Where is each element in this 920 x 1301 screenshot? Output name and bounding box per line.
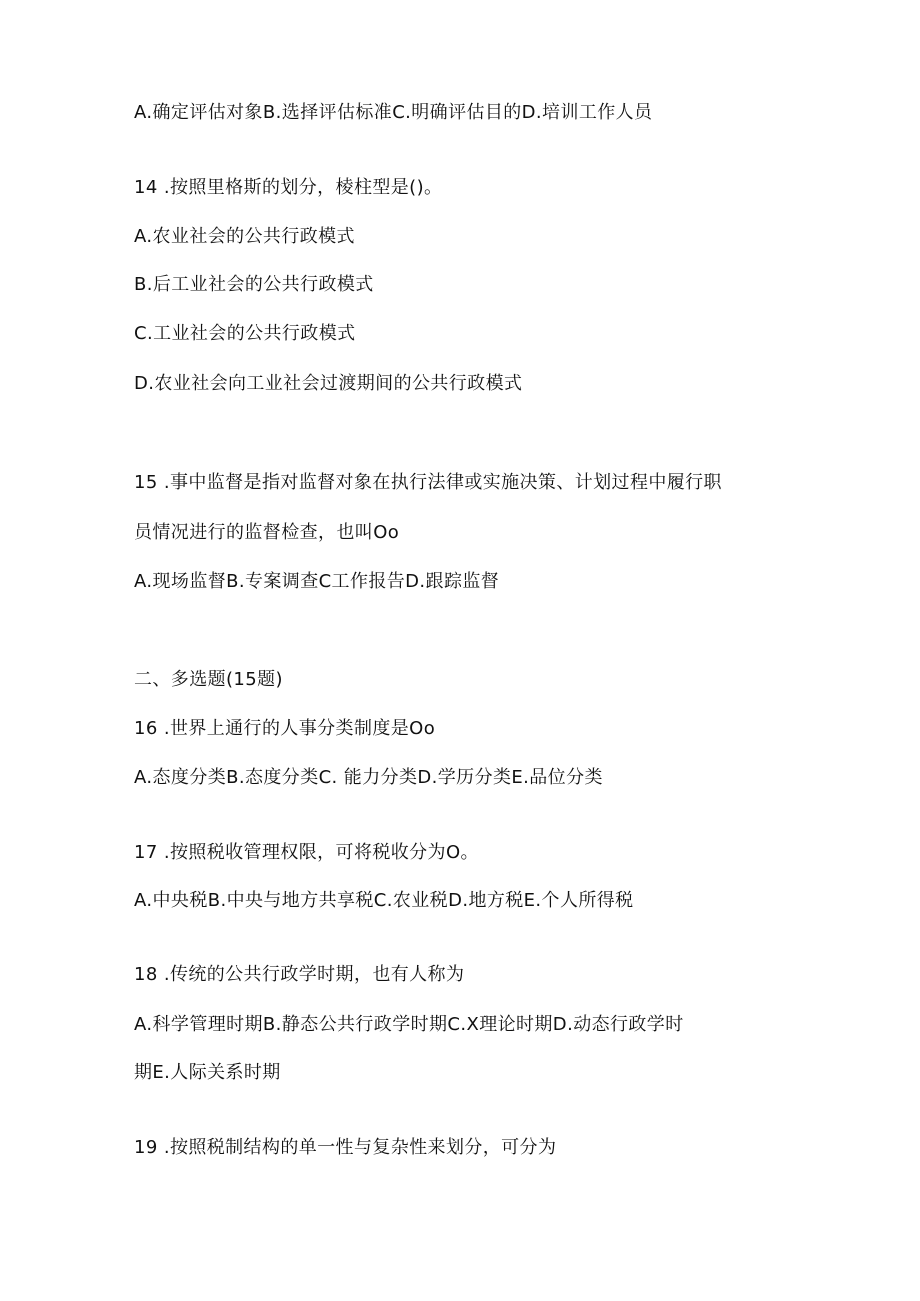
q15-question-cont: 员情况进行的监督检查，也叫Oo [134, 522, 400, 543]
q18-options-cont: 期E.人际关系时期 [134, 1062, 281, 1083]
q16-options: A.态度分类B.态度分类C. 能力分类D.学历分类E.品位分类 [134, 767, 603, 788]
q19-question: 19 .按照税制结构的单一性与复杂性来划分，可分为 [134, 1137, 557, 1158]
q18-question: 18 .传统的公共行政学时期，也有人称为 [134, 964, 465, 985]
q13-options: A.确定评估对象B.选择评估标准C.明确评估目的D.培训工作人员 [134, 102, 653, 123]
section-heading: 二、多选题(15题) [134, 669, 283, 690]
q14-option-c: C.工业社会的公共行政模式 [134, 323, 356, 344]
q14-question: 14 .按照里格斯的划分，棱柱型是()。 [134, 177, 443, 198]
q17-question: 17 .按照税收管理权限，可将税收分为O。 [134, 842, 479, 863]
q15-options: A.现场监督B.专案调查C工作报告D.跟踪监督 [134, 571, 500, 592]
q14-option-d: D.农业社会向工业社会过渡期间的公共行政模式 [134, 373, 523, 394]
q15-question: 15 .事中监督是指对监督对象在执行法律或实施决策、计划过程中履行职 [134, 472, 722, 493]
q18-options: A.科学管理时期B.静态公共行政学时期C.X理论时期D.动态行政学时 [134, 1014, 684, 1035]
q14-option-a: A.农业社会的公共行政模式 [134, 226, 355, 247]
q16-question: 16 .世界上通行的人事分类制度是Oo [134, 718, 436, 739]
q14-option-b: B.后工业社会的公共行政模式 [134, 274, 374, 295]
q17-options: A.中央税B.中央与地方共享税C.农业税D.地方税E.个人所得税 [134, 890, 634, 911]
